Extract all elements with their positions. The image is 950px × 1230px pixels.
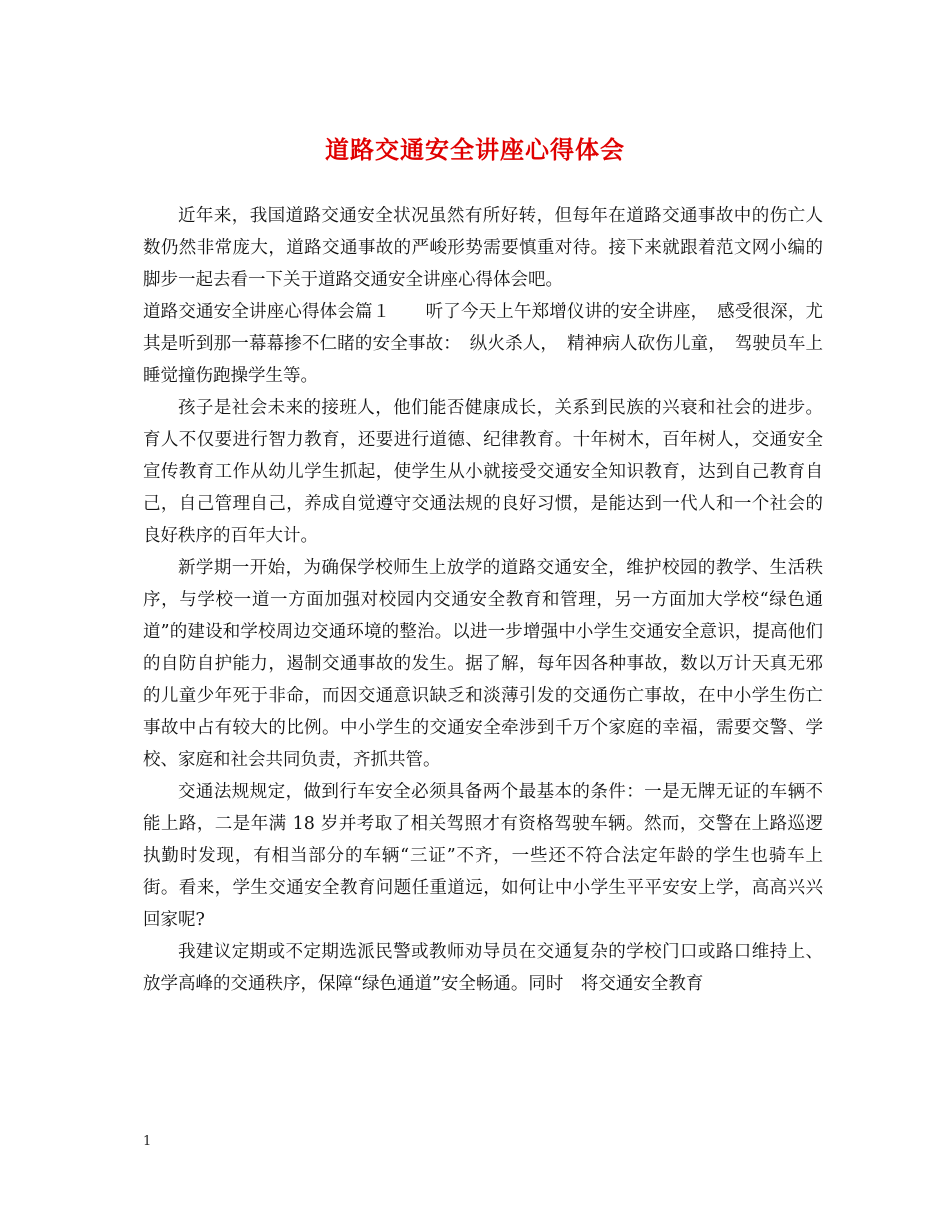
paragraph-section-1: 道路交通安全讲座心得体会篇１ 听了今天上午郑增仪讲的安全讲座， 感受很深，尤其是听到那一幕幕掺不仁睹的安全事故： 纵火杀人， 精神病人砍伤儿童， 驾驶员车上睡觉撞伤跑操学生等。 — [143, 302, 823, 386]
document-title: 道路交通安全讲座心得体会 — [325, 135, 625, 164]
paragraph-traffic-laws: 交通法规规定，做到行车安全必须具备两个最基本的条件：一是无牌无证的车辆不能上路，二是年满 18 岁并考取了相关驾照才有资格驾驶车辆。然而，交警在上路巡逻执勤时发现，有相当部分的车辆“三证”不齐，一些还不符合法定年龄的学生也骑车上街。看来，学生交通安全教育问题任重道远，如何让中小学生平平安安上学，高高兴兴回家呢? — [143, 782, 823, 930]
page-number: 1 — [143, 1134, 152, 1149]
paragraph-new-semester: 新学期一开始，为确保学校师生上放学的道路交通安全，维护校园的教学、生活秩序，与学校一道一方面加强对校园内交通安全教育和管理，另一方面加大学校“绿色通道”的建设和学校周边交通环境的整治。以进一步增强中小学生交通安全意识，提高他们的自防自护能力，遏制交通事故的发生。据了解，每年因各种事故，数以万计天真无邪的儿童少年死于非命，而因交通意识缺乏和淡薄引发的交通伤亡事故，在中小学生伤亡事故中占有较大的比例。中小学生的交通安全牵涉到千万个家庭的幸福，需要交警、学校、家庭和社会共同负责，齐抓共管。 — [143, 558, 823, 770]
paragraph-children-education: 孩子是社会未来的接班人，他们能否健康成长，关系到民族的兴衰和社会的进步。育人不仅要进行智力教育，还要进行道德、纪律教育。十年树木，百年树人，交通安全宣传教育工作从幼儿学生抓起，使学生从小就接受交通安全知识教育，达到自己教育自己，自己管理自己，养成自觉遵守交通法规的良好习惯，是能达到一代人和一个社会的良好秩序的百年大计。 — [143, 398, 823, 546]
paragraph-intro: 近年来，我国道路交通安全状况虽然有所好转，但每年在道路交通事故中的伤亡人数仍然非常庞大，道路交通事故的严峻形势需要慎重对待。接下来就跟着范文网小编的脚步一起去看一下关于道路交通安全讲座心得体会吧。 — [143, 206, 823, 290]
document-body — [143, 200, 823, 1000]
paragraph-suggestion: 我建议定期或不定期选派民警或教师劝导员在交通复杂的学校门口或路口维持上、放学高峰的交通秩序，保障“绿色通道”安全畅通。同时 将交通安全教育 — [143, 942, 823, 994]
